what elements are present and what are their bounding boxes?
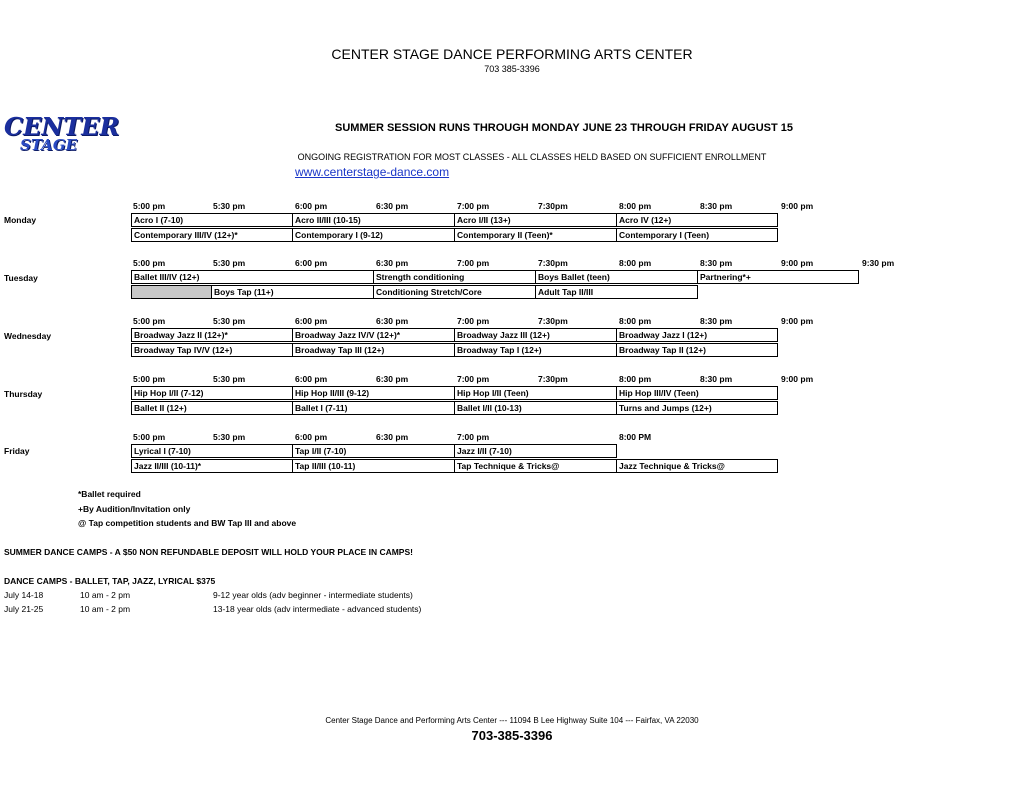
friday-row-2 [0,459,1024,473]
time-label: 7:00 pm [457,374,490,384]
class-cell: Broadway Tap I (12+) [454,343,617,357]
time-label: 7:00 pm [457,432,490,442]
time-label: 8:00 pm [619,258,652,268]
time-label: 6:00 pm [295,316,328,326]
time-label: 6:00 pm [295,432,328,442]
time-label: 8:00 pm [619,316,652,326]
class-cell: Boys Tap (11+) [211,285,374,299]
time-label: 6:30 pm [376,374,409,384]
time-label: 9:30 pm [862,258,895,268]
class-cell: Hip Hop III/IV (Teen) [616,386,778,400]
class-cell: Hip Hop I/II (Teen) [454,386,617,400]
monday-row-1 [0,213,1024,227]
class-cell: Strength conditioning [373,270,536,284]
class-cell: Tap II/III (10-11) [292,459,455,473]
class-cell: Acro IV (12+) [616,213,778,227]
class-cell: Contemporary I (9-12) [292,228,455,242]
website-link[interactable]: www.centerstage-dance.com [295,165,450,179]
time-label: 5:30 pm [213,432,246,442]
time-label: 8:30 pm [700,258,733,268]
time-label: 6:00 pm [295,201,328,211]
class-cell: Contemporary II (Teen)* [454,228,617,242]
class-cell: Contemporary III/IV (12+)* [131,228,293,242]
time-label: 6:30 pm [376,432,409,442]
time-label: 7:00 pm [457,201,490,211]
class-cell: Ballet I/II (10-13) [454,401,617,415]
note-ballet-required: *Ballet required [78,489,141,499]
camp-dates: July 14-18 [4,590,44,600]
class-cell: Ballet I (7-11) [292,401,455,415]
camp-description: 13-18 year olds (adv intermediate - advanced students) [213,604,422,614]
tuesday-row-1 [0,270,1024,284]
class-cell: Hip Hop I/II (7-12) [131,386,293,400]
friday-row-1 [0,444,1024,458]
class-cell: Tap Technique & Tricks@ [454,459,617,473]
time-label: 9:00 pm [781,316,814,326]
time-label: 6:30 pm [376,316,409,326]
camps-heading: DANCE CAMPS - BALLET, TAP, JAZZ, LYRICAL $375 [4,576,216,586]
time-label: 7:00 pm [457,316,490,326]
footer-phone: 703-385-3396 [471,728,553,743]
time-label: 5:00 pm [133,201,166,211]
note-audition: +By Audition/Invitation only [78,504,191,514]
class-cell: Contemporary I (Teen) [616,228,778,242]
time-label: 9:00 pm [781,201,814,211]
registration-note: ONGOING REGISTRATION FOR MOST CLASSES - ALL CLASSES HELD BASED ON SUFFICIENT ENROLLMENT [297,152,767,162]
class-cell: Boys Ballet (teen) [535,270,698,284]
camps-deposit-notice: SUMMER DANCE CAMPS - A $50 NON REFUNDABLE DEPOSIT WILL HOLD YOUR PLACE IN CAMPS! [4,547,413,557]
time-label: 8:00 pm [619,201,652,211]
day-label-tuesday: Tuesday [4,273,38,283]
time-label: 5:30 pm [213,201,246,211]
class-cell: Partnering*+ [697,270,859,284]
time-label: 6:00 pm [295,258,328,268]
note-tap-competition: @ Tap competition students and BW Tap III and above [78,518,297,528]
class-cell: Broadway Jazz I (12+) [616,328,778,342]
class-cell: Tap I/II (7-10) [292,444,455,458]
time-label: 6:00 pm [295,374,328,384]
class-cell: Acro I/II (13+) [454,213,617,227]
class-cell: Conditioning Stretch/Core [373,285,536,299]
thursday-row-2 [0,401,1024,415]
time-label: 7:30pm [538,316,568,326]
class-cell: Ballet III/IV (12+) [131,270,374,284]
time-label: 8:30 pm [700,316,733,326]
class-cell: Acro I (7-10) [131,213,293,227]
class-cell: Adult Tap II/III [535,285,698,299]
logo-line1: CENTER [4,112,120,141]
time-label: 5:00 pm [133,316,166,326]
class-cell: Broadway Tap IV/V (12+) [131,343,293,357]
class-cell: Jazz II/III (10-11)* [131,459,293,473]
time-label: 8:00 pm [619,374,652,384]
class-cell: Broadway Tap III (12+) [292,343,455,357]
wednesday-row-1 [0,328,1024,342]
day-label-monday: Monday [4,215,37,225]
time-label: 5:00 pm [133,258,166,268]
time-label: 5:30 pm [213,374,246,384]
monday-row-2 [0,228,1024,242]
footer-address: Center Stage Dance and Performing Arts Center --- 11094 B Lee Highway Suite 104 --- Fairfax, VA 22030 [325,716,699,725]
time-label: 6:30 pm [376,258,409,268]
class-cell: Acro II/III (10-15) [292,213,455,227]
session-dates: SUMMER SESSION RUNS THROUGH MONDAY JUNE 23 THROUGH FRIDAY AUGUST 15 [335,122,793,134]
logo-line2: STAGE [20,136,78,154]
class-cell: Broadway Jazz IV/V (12+)* [292,328,455,342]
page-title: CENTER STAGE DANCE PERFORMING ARTS CENTER [331,46,693,62]
time-label: 7:30pm [538,374,568,384]
camp-description: 9-12 year olds (adv beginner - intermediate students) [213,590,413,600]
day-label-wednesday: Wednesday [4,331,52,341]
class-cell: Ballet II (12+) [131,401,293,415]
camp-time: 10 am - 2 pm [80,604,131,614]
time-label: 7:30pm [538,201,568,211]
class-cell: Hip Hop II/III (9-12) [292,386,455,400]
class-cell: Turns and Jumps (12+) [616,401,778,415]
header-phone: 703 385-3396 [484,64,540,74]
time-label: 8:30 pm [700,374,733,384]
class-cell: Jazz Technique & Tricks@ [616,459,778,473]
time-label: 8:30 pm [700,201,733,211]
time-label: 7:30pm [538,258,568,268]
class-cell: Broadway Tap II (12+) [616,343,778,357]
class-cell: Broadway Jazz II (12+)* [131,328,293,342]
time-label: 7:00 pm [457,258,490,268]
time-label: 9:00 pm [781,258,814,268]
time-label: 5:00 pm [133,374,166,384]
class-cell: Jazz I/II (7-10) [454,444,617,458]
camp-dates: July 21-25 [4,604,44,614]
time-label: 5:30 pm [213,316,246,326]
time-label: 5:30 pm [213,258,246,268]
day-label-friday: Friday [4,446,30,456]
wednesday-row-2 [0,343,1024,357]
time-label: 9:00 pm [781,374,814,384]
empty-cell [131,285,212,299]
class-cell: Lyrical I (7-10) [131,444,293,458]
thursday-row-1 [0,386,1024,400]
tuesday-row-2 [0,285,1024,299]
class-cell: Broadway Jazz III (12+) [454,328,617,342]
camp-time: 10 am - 2 pm [80,590,131,600]
time-label: 8:00 PM [619,432,652,442]
time-label: 6:30 pm [376,201,409,211]
day-label-thursday: Thursday [4,389,43,399]
time-label: 5:00 pm [133,432,166,442]
